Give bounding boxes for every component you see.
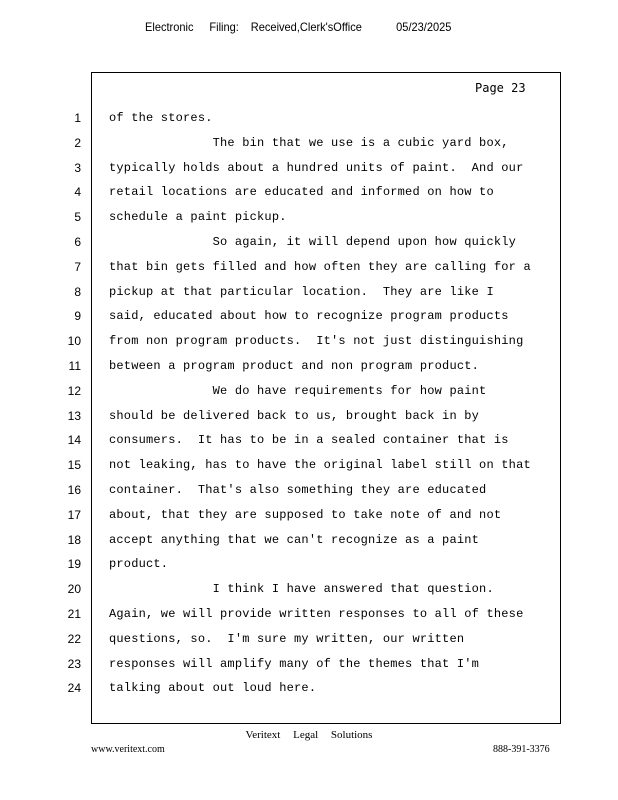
line-number: 13 bbox=[67, 408, 81, 423]
header-received: Received,Clerk'sOffice bbox=[250, 20, 362, 34]
footer-company-legal: Legal bbox=[293, 729, 319, 741]
transcript-line: I think I have answered that question. bbox=[109, 582, 494, 597]
line-number: 16 bbox=[67, 483, 81, 497]
line-number: 7 bbox=[74, 259, 81, 274]
line-number: 4 bbox=[74, 185, 81, 200]
footer-website[interactable]: www.veritext.com bbox=[91, 744, 165, 755]
transcript-line: consumers. It has to be in a sealed container that is bbox=[109, 433, 509, 448]
line-number: 2 bbox=[74, 135, 81, 150]
line-number: 3 bbox=[74, 160, 81, 175]
page-number: Page 23 bbox=[475, 81, 526, 95]
transcript-line: product. bbox=[109, 557, 169, 572]
transcript-line: talking about out loud here. bbox=[109, 681, 317, 696]
footer-company-solutions: Solutions bbox=[330, 729, 373, 741]
transcript-line: should be delivered back to us, brought back in by bbox=[109, 408, 480, 423]
transcript-line: typically holds about a hundred units of paint. And our bbox=[109, 160, 524, 175]
footer-company bbox=[0, 729, 618, 741]
line-number: 11 bbox=[68, 359, 81, 373]
transcript-line: of the stores. bbox=[109, 111, 213, 125]
line-number: 20 bbox=[67, 582, 81, 597]
header-date: 05/23/2025 bbox=[396, 20, 452, 34]
transcript-line: retail locations are educated and informed on how to bbox=[109, 185, 494, 200]
line-number: 18 bbox=[67, 532, 81, 547]
transcript-line: about, that they are supposed to take note of and not bbox=[109, 507, 502, 522]
line-number: 9 bbox=[74, 309, 81, 324]
transcript-line: pickup at that particular location. They are like I bbox=[109, 284, 494, 299]
footer-company-veritext: Veritext bbox=[245, 729, 281, 741]
transcript-line: questions, so. I'm sure my written, our written bbox=[109, 631, 465, 646]
line-number: 22 bbox=[67, 631, 81, 646]
line-number: 19 bbox=[67, 557, 81, 572]
transcript-line: from non program products. It's not just distinguishing bbox=[109, 334, 524, 349]
transcript-line: Again, we will provide written responses to all of these bbox=[109, 607, 524, 621]
line-number: 24 bbox=[67, 681, 81, 696]
line-number: 8 bbox=[74, 284, 81, 299]
transcript-line: accept anything that we can't recognize as a paint bbox=[109, 532, 480, 547]
transcript-line: not leaking, has to have the original label still on that bbox=[109, 458, 531, 473]
footer-phone: 888-391-3376 bbox=[493, 744, 550, 755]
transcript-line: that bin gets filled and how often they are calling for a bbox=[109, 259, 531, 274]
transcript-line: The bin that we use is a cubic yard box, bbox=[109, 135, 509, 150]
header-filing: Filing: bbox=[209, 20, 239, 34]
line-number: 10 bbox=[67, 334, 81, 349]
line-number: 12 bbox=[67, 383, 81, 398]
line-number: 15 bbox=[67, 458, 81, 473]
line-number: 23 bbox=[67, 656, 81, 671]
transcript-line: responses will amplify many of the themes that I'm bbox=[109, 656, 480, 671]
transcript-line: container. That's also something they are educated bbox=[109, 483, 487, 497]
line-number: 14 bbox=[67, 433, 81, 448]
header-electronic: Electronic bbox=[145, 20, 194, 34]
transcript-line: We do have requirements for how paint bbox=[109, 383, 487, 398]
transcript-line: schedule a paint pickup. bbox=[109, 210, 287, 225]
transcript-line: So again, it will depend upon how quickly bbox=[109, 235, 517, 249]
line-number: 21 bbox=[67, 607, 81, 621]
line-number: 6 bbox=[74, 235, 81, 249]
line-number: 5 bbox=[74, 210, 81, 225]
line-number: 17 bbox=[67, 507, 81, 522]
transcript-line: said, educated about how to recognize program products bbox=[109, 309, 509, 324]
line-number: 1 bbox=[74, 111, 81, 125]
transcript-line: between a program product and non program product. bbox=[109, 359, 480, 373]
